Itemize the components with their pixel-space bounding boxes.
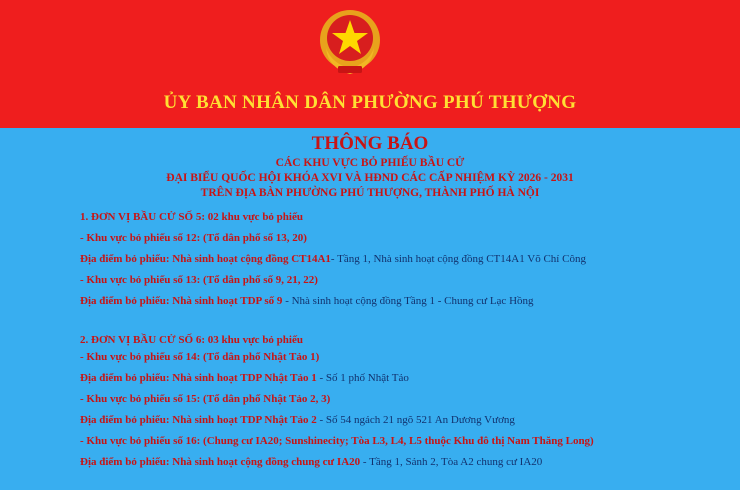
- place-line: [80, 253, 586, 265]
- place-detail: - Tầng 1, Sảnh 2, Tòa A2 chung cư IA20: [360, 456, 543, 468]
- notice-subtitle-2: ĐẠI BIỂU QUỐC HỘI KHÓA XVI VÀ HĐND CÁC CẤP NHIỆM KỲ 2026 - 2031: [166, 172, 574, 184]
- area-line: - Khu vực bỏ phiếu số 14: (Tổ dân phố Nhật Tảo 1): [80, 351, 320, 363]
- area-line: - Khu vực bỏ phiếu số 12: (Tổ dân phố số 13, 20): [80, 232, 307, 244]
- organization-name: ỦY BAN NHÂN DÂN PHƯỜNG PHÚ THƯỢNG: [163, 92, 577, 113]
- place-label: Địa điểm bỏ phiếu: Nhà sinh hoạt cộng đồng CT14A1: [80, 253, 331, 265]
- unit-heading: 2. ĐƠN VỊ BẦU CỬ SỐ 6: 03 khu vực bỏ phiếu: [80, 334, 303, 346]
- place-line: [80, 414, 515, 426]
- place-detail: - Số 54 ngách 21 ngõ 521 An Dương Vương: [316, 414, 515, 426]
- national-emblem-icon: [318, 8, 382, 80]
- place-line: [80, 456, 542, 468]
- unit-heading: 1. ĐƠN VỊ BẦU CỬ SỐ 5: 02 khu vực bỏ phiếu: [80, 211, 303, 223]
- place-label: Địa điểm bỏ phiếu: Nhà sinh hoạt cộng đồng chung cư IA20: [80, 456, 361, 468]
- area-line: - Khu vực bỏ phiếu số 15: (Tổ dân phố Nhật Tảo 2, 3): [80, 393, 331, 405]
- place-line: [80, 295, 534, 307]
- area-line: - Khu vực bỏ phiếu số 16: (Chung cư IA20; Sunshinecity; Tòa L3, L4, L5 thuộc Khu đô thị Nam Thăng Long): [80, 435, 594, 447]
- notice-title: THÔNG BÁO: [311, 133, 429, 154]
- place-detail: - Số 1 phố Nhật Tảo: [316, 372, 409, 384]
- notice-subtitle-3: TRÊN ĐỊA BÀN PHƯỜNG PHÚ THƯỢNG, THÀNH PHỐ HÀ NỘI: [200, 187, 540, 199]
- place-line: [80, 372, 409, 384]
- notice-subtitle-1: CÁC KHU VỰC BỎ PHIẾU BẦU CỬ: [275, 157, 465, 169]
- place-detail: - Tầng 1, Nhà sinh hoạt cộng đồng CT14A1 Võ Chí Công: [330, 253, 586, 265]
- area-line: - Khu vực bỏ phiếu số 13: (Tổ dân phố số 9, 21, 22): [80, 274, 318, 286]
- place-detail: - Nhà sinh hoạt cộng đồng Tầng 1 - Chung cư Lạc Hồng: [282, 295, 534, 307]
- place-label: Địa điểm bỏ phiếu: Nhà sinh hoạt TDP số 9: [80, 295, 283, 307]
- place-label: Địa điểm bỏ phiếu: Nhà sinh hoạt TDP Nhật Tảo 1: [80, 372, 317, 384]
- place-label: Địa điểm bỏ phiếu: Nhà sinh hoạt TDP Nhật Tảo 2: [80, 414, 317, 426]
